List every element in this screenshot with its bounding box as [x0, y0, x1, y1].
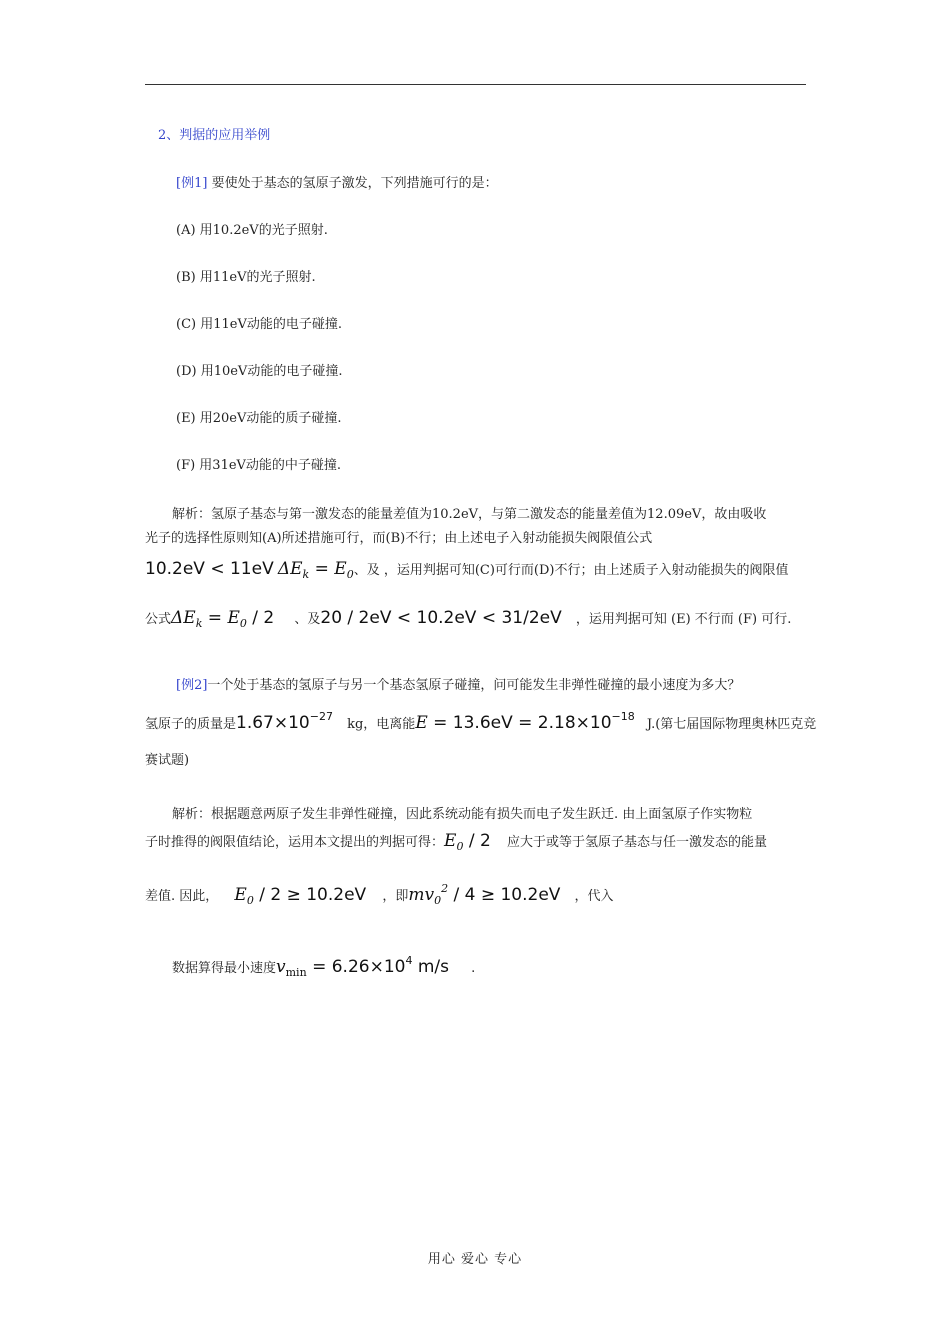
ex1-analysis-line3: 10.2eV < 11eV $\Delta E_k = E_0$、及 ，运用判据可知(C)可行而(D)不行；由上述质子入射动能损失的阀限值 [145, 559, 789, 581]
header-rule [145, 84, 806, 85]
option-e: (E) 用20eV动能的质子碰撞. [176, 411, 342, 426]
option-c: (C) 用11eV动能的电子碰撞. [176, 317, 342, 332]
example-1-text: 要使处于基态的氢原子激发，下列措施可行的是： [211, 176, 498, 191]
option-a: (A) 用10.2eV的光子照射. [176, 223, 328, 238]
ex2-analysis-line4: 数据算得最小速度$v_{min} = 6.26\times 10^4$ m/s . [172, 954, 476, 979]
example-2-question [176, 677, 740, 695]
ex1-analysis-line1: 解析：氢原子基态与第一激发态的能量差值为10.2eV，与第二激发态的能量差值为12.09eV，故由吸收 [172, 507, 767, 522]
example-2-tag: [例2] [176, 678, 208, 693]
option-f: (F) 用31eV动能的中子碰撞. [176, 458, 342, 473]
example-2-text: 一个处于基态的氢原子与另一个基态氢原子碰撞，问可能发生非弹性碰撞的最小速度为多大？ [207, 678, 741, 693]
ex2-analysis-line3: 差值. 因此， $E_0 / 2 \ge 10.2eV$ ，即$mv_0^2 / 4 \ge 10.2eV$ ，代入 [145, 882, 614, 907]
ex1-analysis-line4: 公式$\Delta E_k = E_0 / 2$ 、及20 / 2eV < 10.2eV < 31/2eV ，运用判据可知 (E) 不行而 (F) 可行. [145, 608, 792, 630]
inequality-e0: $E_0$ [234, 885, 254, 907]
example-1-question [176, 175, 498, 193]
formula-20-10-31: 20 / 2eV < 10.2eV < 31/2eV [320, 608, 562, 628]
ionization-energy: = $13.6eV = 2.18\times 10^{-18}$ [427, 710, 635, 733]
e0-symbol: $E_0$ [334, 559, 354, 581]
delta-ek-formula: $\Delta E_k$ [171, 608, 203, 630]
page-footer: 用心 爱心 专心 [427, 1252, 523, 1267]
ex2-analysis-line1: 解析：根据题意两原子发生非弹性碰撞，因此系统动能有损失而电子发生跃迁. 由上面氢原子作实物粒 [172, 807, 753, 822]
section-heading: 2、判据的应用举例 [158, 128, 271, 143]
ex1-analysis-line2: 光子的选择性原则知(A)所述措施可行，而(B)不行；由上述电子入射动能损失阀限值公式 [145, 531, 653, 546]
ex2-analysis-line2: 子时推得的阀限值结论，运用本文提出的判据可得：$E_0 / 2$ 应大于或等于氢原子基态与任一激发态的能量 [145, 831, 767, 853]
option-d: (D) 用10eV动能的电子碰撞. [176, 364, 343, 379]
hydrogen-mass: $1.67\times 10^{-27}$ [236, 710, 333, 733]
example-2-mass-line: 氢原子的质量是$1.67\times 10^{-27}$ kg，电离能$E = 13.6eV = 2.18\times 10^{-18}$ J.(第七届国际物理奥林匹克竞 [145, 710, 817, 733]
ex1-line3-text: 、及 ，运用判据可知(C)可行而(D)不行；由上述质子入射动能损失的阀限值 [353, 563, 789, 578]
example-2-source-end: 赛试题) [145, 753, 190, 768]
e0-over-2: $E_0$ [444, 831, 464, 853]
delta-ek-symbol: $\Delta E_k$ [277, 559, 310, 581]
example-1-tag: [例1] [176, 176, 208, 191]
option-b: (B) 用11eV的光子照射. [176, 270, 316, 285]
formula-10-2-lt-11: 10.2eV < 11eV [145, 559, 274, 579]
inequality-mv0: $mv_0^2$ [408, 882, 449, 907]
vmin-formula: $v_{min}$ [276, 957, 307, 979]
